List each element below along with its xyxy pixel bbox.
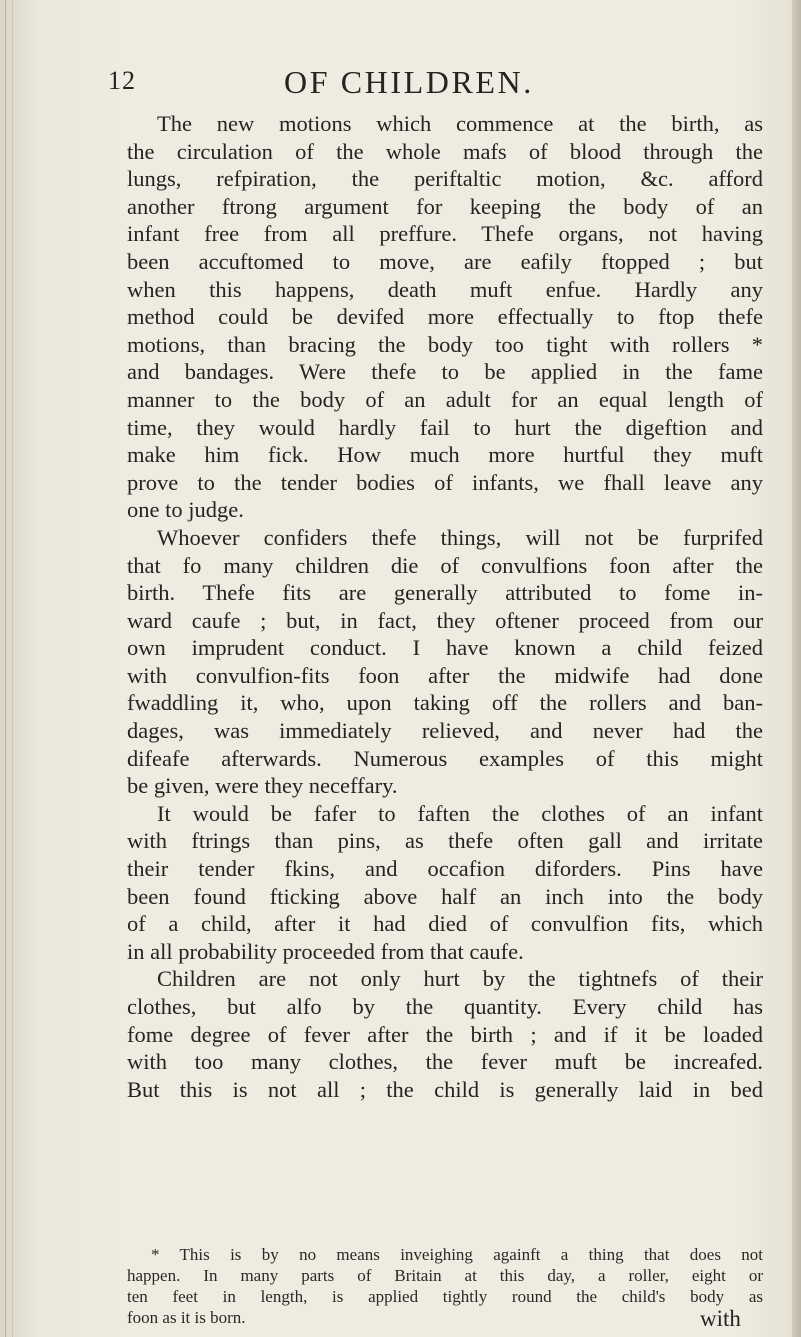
text-line: infant free from all preffure. Thefe organs, not having [127, 221, 763, 247]
footnote [127, 1244, 763, 1328]
text-line: lungs, refpiration, the periftaltic motion, &c. afford [127, 166, 763, 192]
body-text [127, 110, 763, 1103]
text-line: when this happens, death muft enfue. Hardly any [127, 276, 763, 302]
text-line: ward caufe ; but, in fact, they oftener proceed from our [127, 607, 763, 633]
catchword: with [700, 1306, 741, 1331]
text-line: difeafe afterwards. Numerous examples of this might [127, 745, 763, 771]
text-line: prove to the tender bodies of infants, we fhall leave any [127, 469, 763, 495]
text-line: been found fticking above half an inch into the body [127, 883, 763, 909]
footnote-line: ten feet in length, is applied tightly round the child's body as [127, 1287, 763, 1306]
footnote-line: * This is by no means inveighing againft a thing that does not [151, 1245, 763, 1264]
text-line: make him fick. How much more hurtful they muft [127, 442, 763, 468]
running-head [108, 64, 763, 104]
text-line: their tender fkins, and occafion diforders. Pins have [127, 856, 763, 882]
text-line: motions, than bracing the body too tight with rollers * [127, 331, 763, 357]
text-line: fome degree of fever after the birth ; and if it be loaded [127, 1021, 763, 1047]
footnote-line: happen. In many parts of Britain at this day, a roller, eight or [127, 1266, 763, 1285]
text-line: another ftrong argument for keeping the body of an [127, 193, 763, 219]
text-line: that fo many children die of convulfions foon after the [127, 552, 763, 578]
text-line: It would be fafer to faften the clothes of an infant [157, 800, 763, 826]
text-line: one to judge. [127, 497, 244, 523]
page-edge-rule-inner [12, 0, 13, 1337]
text-line: dages, was immediately relieved, and never had the [127, 718, 763, 744]
text-line: with ftrings than pins, as thefe often gall and irritate [127, 828, 763, 854]
text-line: own imprudent conduct. I have known a child feized [127, 635, 763, 661]
text-line: in all probability proceeded from that caufe. [127, 938, 524, 964]
page-edge-rule [5, 0, 6, 1337]
text-line: of a child, after it had died of convulfion fits, which [127, 911, 763, 937]
text-line: and bandages. Were thefe to be applied in the fame [127, 359, 763, 385]
text-line: Children are not only hurt by the tightnefs of their [157, 966, 763, 992]
text-line: birth. Thefe fits are generally attributed to fome in- [127, 580, 763, 606]
text-line: method could be devifed more effectually to ftop thefe [127, 304, 763, 330]
text-line: been accuftomed to move, are eafily ftopped ; but [127, 248, 763, 274]
text-line: fwaddling it, who, upon taking off the rollers and ban- [127, 690, 763, 716]
text-line: with convulfion-fits foon after the midwife had done [127, 662, 763, 688]
text-line: manner to the body of an adult for an equal length of [127, 386, 763, 412]
footnote-line: foon as it is born. [127, 1308, 246, 1327]
text-line: time, they would hardly fail to hurt the digeftion and [127, 414, 763, 440]
text-line: the circulation of the whole mafs of blood through the [127, 138, 763, 164]
text-line: with too many clothes, the fever muft be increafed. [127, 1049, 763, 1075]
text-line: The new motions which commence at the birth, as [157, 111, 763, 136]
text-line: Whoever confiders thefe things, will not be furprifed [157, 524, 763, 550]
text-line: clothes, but alfo by the quantity. Every child has [127, 994, 763, 1019]
page-number: 12 [108, 66, 136, 95]
text-line: But this is not all ; the child is generally laid in bed [127, 1076, 763, 1102]
page-gutter-shadow [792, 0, 801, 1337]
running-title: OF CHILDREN. [284, 64, 534, 100]
text-line: be given, were they neceffary. [127, 773, 398, 799]
